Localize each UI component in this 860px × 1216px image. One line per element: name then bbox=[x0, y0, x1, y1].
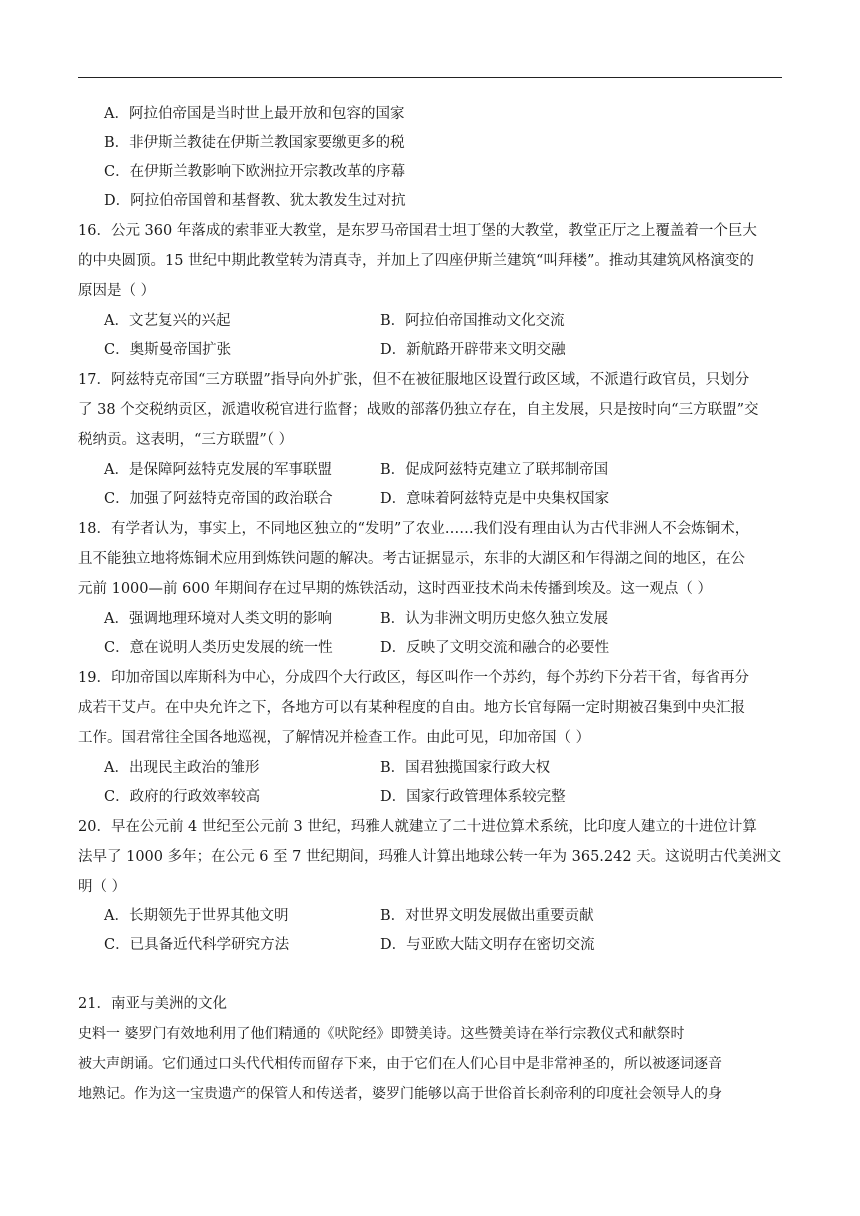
q16-stem-line-1: 16．公元 360 年落成的索菲亚大教堂，是东罗马帝国君士坦丁堡的大教堂，教堂正厅之上覆盖着一个巨大 bbox=[78, 223, 757, 239]
q19-option-a: A．出现民主政治的雏形 bbox=[104, 760, 260, 776]
q19-stem-line-3: 工作。国君常往全国各地巡视，了解情况并检查工作。由此可见，印加帝国（ ） bbox=[78, 730, 591, 746]
q15-option-b: B．非伊斯兰教徒在伊斯兰教国家要缴更多的税 bbox=[104, 135, 405, 151]
q19-stem-line-2: 成若干艾卢。在中央允许之下，各地方可以有某种程度的自由。地方长官每隔一定时期被召集到中央汇报 bbox=[78, 700, 745, 716]
q15-option-a: A．阿拉伯帝国是当时世上最开放和包容的国家 bbox=[104, 106, 405, 122]
q18-option-c: C．意在说明人类历史发展的统一性 bbox=[104, 640, 333, 656]
q16-option-d: D．新航路开辟带来文明交融 bbox=[380, 342, 566, 358]
q16-option-a: A．文艺复兴的兴起 bbox=[104, 313, 231, 329]
q18-option-d: D．反映了文明交流和融合的必要性 bbox=[380, 640, 610, 656]
q19-stem-line-1: 19．印加帝国以库斯科为中心，分成四个大行政区，每区叫作一个苏约，每个苏约下分若干省，每省再分 bbox=[78, 670, 749, 686]
q21-material-line-1: 史料一 婆罗门有效地利用了他们精通的《吠陀经》即赞美诗。这些赞美诗在举行宗教仪式和献祭时 bbox=[78, 1026, 685, 1042]
header-rule bbox=[78, 77, 782, 78]
q17-stem-line-3: 税纳贡。这表明，“三方联盟”（ ） bbox=[78, 432, 294, 448]
q15-option-c: C．在伊斯兰教影响下欧洲拉开宗教改革的序幕 bbox=[104, 164, 406, 180]
q20-stem-line-1: 20．早在公元前 4 世纪至公元前 3 世纪，玛雅人就建立了二十进位算术系统，比印度人建立的十进位计算 bbox=[78, 819, 757, 835]
q17-option-b: B．促成阿兹特克建立了联邦制帝国 bbox=[380, 462, 609, 478]
q20-option-d: D．与亚欧大陆文明存在密切交流 bbox=[380, 937, 595, 953]
q21-material-line-2: 被大声朗诵。它们通过口头代代相传而留存下来，由于它们在人们心目中是非常神圣的，所以被逐词逐音 bbox=[78, 1056, 722, 1072]
q18-stem-line-2: 且不能独立地将炼铜术应用到炼铁问题的解决。考古证据显示，东非的大湖区和乍得湖之间的地区，在公 bbox=[78, 551, 745, 567]
q21-material-line-3: 地熟记。作为这一宝贵遗产的保管人和传送者，婆罗门能够以高于世俗首长刹帝利的印度社会领导人的身 bbox=[78, 1086, 722, 1102]
q18-stem-line-3: 元前 1000—前 600 年期间存在过早期的炼铁活动，这时西亚技术尚未传播到埃及。这一观点（ ） bbox=[78, 581, 713, 597]
q17-option-d: D．意味着阿兹特克是中央集权国家 bbox=[380, 491, 610, 507]
q18-option-a: A．强调地理环境对人类文明的影响 bbox=[104, 611, 332, 627]
q16-stem-line-2: 的中央圆顶。15 世纪中期此教堂转为清真寺，并加上了四座伊斯兰建筑“叫拜楼”。推动其建筑风格演变的 bbox=[78, 253, 754, 269]
q21-title: 21．南亚与美洲的文化 bbox=[78, 996, 227, 1012]
q20-option-c: C．已具备近代科学研究方法 bbox=[104, 937, 290, 953]
q16-option-c: C．奥斯曼帝国扩张 bbox=[104, 342, 232, 358]
q17-stem-line-2: 了 38 个交税纳贡区，派遣收税官进行监督；战败的部落仍独立存在，自主发展，只是按时向“三方联盟”交 bbox=[78, 402, 759, 418]
q18-option-b: B．认为非洲文明历史悠久独立发展 bbox=[380, 611, 609, 627]
q20-option-a: A．长期领先于世界其他文明 bbox=[104, 908, 289, 924]
q15-option-d: D．阿拉伯帝国曾和基督教、犹太教发生过对抗 bbox=[104, 193, 406, 209]
q20-stem-line-3: 明（ ） bbox=[78, 879, 127, 895]
q19-option-d: D．国家行政管理体系较完整 bbox=[380, 789, 566, 805]
q20-option-b: B．对世界文明发展做出重要贡献 bbox=[380, 908, 594, 924]
q17-stem-line-1: 17．阿兹特克帝国“三方联盟”指导向外扩张，但不在被征服地区设置行政区域，不派遣行政官员，只划分 bbox=[78, 372, 750, 388]
q18-stem-line-1: 18．有学者认为，事实上，不同地区独立的“发明”了农业……我们没有理由认为古代非洲人不会炼铜术， bbox=[78, 521, 750, 537]
q17-option-c: C．加强了阿兹特克帝国的政治联合 bbox=[104, 491, 333, 507]
q20-stem-line-2: 法早了 1000 多年；在公元 6 至 7 世纪期间，玛雅人计算出地球公转一年为 365.242 天。这说明古代美洲文 bbox=[78, 849, 782, 865]
q16-option-b: B．阿拉伯帝国推动文化交流 bbox=[380, 313, 565, 329]
q19-option-c: C．政府的行政效率较高 bbox=[104, 789, 261, 805]
q16-stem-line-3: 原因是（ ） bbox=[78, 283, 156, 299]
q19-option-b: B．国君独揽国家行政大权 bbox=[380, 760, 551, 776]
q17-option-a: A．是保障阿兹特克发展的军事联盟 bbox=[104, 462, 332, 478]
